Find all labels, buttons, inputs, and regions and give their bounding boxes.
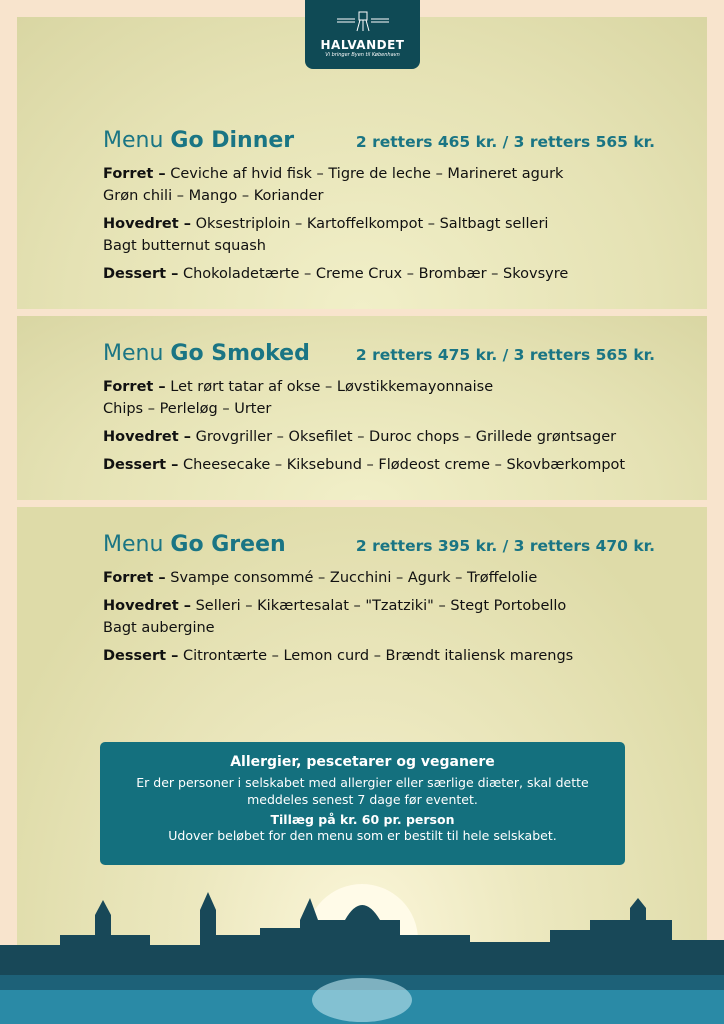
allergy-info-box: [100, 742, 625, 865]
course-dessert: Dessert – Cheesecake – Kiksebund – Flødeost creme – Skovbærkompot: [103, 457, 626, 473]
menu-go-smoked: [103, 341, 663, 482]
course-starter: Forret – Ceviche af hvid fisk – Tigre de leche – Marineret agurk Grøn chili – Mango – Koriander: [103, 166, 564, 204]
info-heading: Allergier, pescetarer og veganere: [230, 754, 495, 770]
info-text: Er der personer i selskabet med allergier eller særlige diæter, skal dette meddeles senest 7 dage før eventet.: [136, 775, 589, 807]
menu-price: 2 retters 395 kr. / 3 retters 470 kr.: [355, 537, 655, 555]
menu-title: Menu Go Green: [103, 532, 286, 557]
logo-name: HALVANDET: [320, 38, 405, 52]
info-surcharge: Tillæg på kr. 60 pr. person: [270, 812, 455, 827]
halvandet-logo: [305, 0, 420, 69]
menu-go-dinner: [103, 128, 663, 291]
menu-price: 2 retters 465 kr. / 3 retters 565 kr.: [355, 133, 655, 151]
course-dessert: Dessert – Citrontærte – Lemon curd – Brændt italiensk marengs: [103, 648, 574, 664]
course-dessert: Dessert – Chokoladetærte – Creme Crux – Brombær – Skovsyre: [103, 266, 569, 282]
course-main: Hovedret – Grovgriller – Oksefilet – Duroc chops – Grillede grøntsager: [103, 429, 617, 445]
logo-tagline: Vi bringer Byen til København: [325, 52, 400, 58]
course-main: Hovedret – Selleri – Kikærtesalat – "Tzatziki" – Stegt Portobello Bagt aubergine: [103, 598, 567, 636]
course-starter: Forret – Svampe consommé – Zucchini – Agurk – Trøffelolie: [103, 570, 538, 586]
course-main: Hovedret – Oksestriploin – Kartoffelkompot – Saltbagt selleri Bagt butternut squash: [103, 216, 549, 254]
course-starter: Forret – Let rørt tatar af okse – Løvstikkemayonnaise Chips – Perleløg – Urter: [103, 379, 494, 417]
menu-go-green: [103, 532, 663, 673]
menu-price: 2 retters 475 kr. / 3 retters 565 kr.: [355, 346, 655, 364]
water-tower-icon: [333, 10, 393, 32]
menu-title: Menu Go Smoked: [103, 341, 310, 366]
info-note: Udover beløbet for den menu som er bestilt til hele selskabet.: [168, 828, 557, 843]
menu-title: Menu Go Dinner: [103, 128, 295, 153]
copenhagen-skyline-illustration: [0, 880, 724, 1024]
